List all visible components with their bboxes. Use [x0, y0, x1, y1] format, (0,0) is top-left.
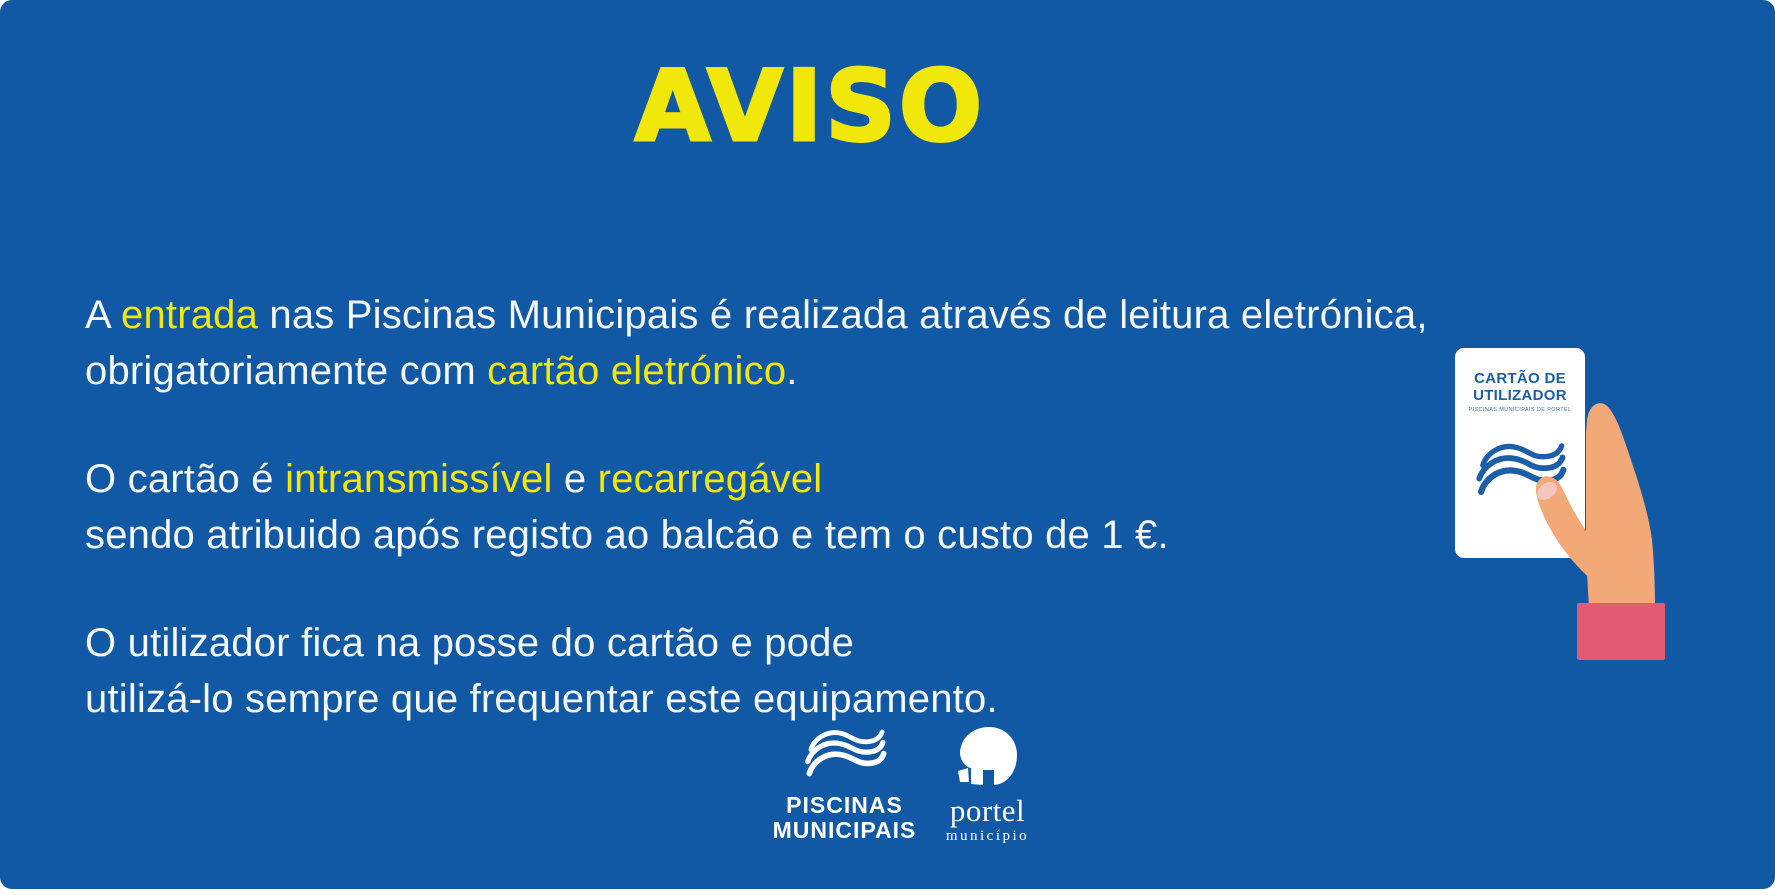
pools-logo-line2: MUNICIPAIS	[772, 817, 917, 843]
text-segment: O cartão é	[85, 457, 286, 501]
highlight-intransmissivel: intransmissível	[285, 457, 553, 501]
highlight-recarregavel: recarregável	[597, 457, 823, 501]
paragraph-entry-line2	[85, 343, 1428, 399]
text-segment: obrigatoriamente com	[85, 349, 488, 393]
municipality-label: município	[945, 828, 1030, 844]
text-segment: e	[552, 457, 598, 501]
user-card-illustration	[1440, 340, 1680, 670]
card-title-line1: CARTÃO DE	[1474, 370, 1566, 387]
text-segment: .	[786, 349, 798, 393]
card-title-line2: UTILIZADOR	[1473, 387, 1567, 404]
waves-icon	[797, 724, 892, 780]
castle-icon	[956, 724, 1020, 788]
card-subtitle: PISCINAS MUNICIPAIS DE PORTEL	[1468, 407, 1572, 413]
page-title: AVISO	[634, 50, 986, 164]
highlight-cartao-eletronico: cartão eletrónico	[487, 349, 787, 393]
thumb-illustration	[1440, 340, 1680, 670]
highlight-entrada: entrada	[121, 293, 259, 337]
pools-logo	[752, 724, 937, 843]
pools-logo-wordmark	[752, 793, 937, 843]
paragraph-entry-line1	[85, 287, 1428, 343]
paragraph-card-rules-line1	[85, 451, 1428, 507]
municipality-logo	[925, 724, 1050, 845]
paragraph-usage-line1: O utilizador fica na posse do cartão e pode	[85, 621, 855, 665]
pools-logo-line1: PISCINAS	[786, 792, 903, 818]
paragraph-card-rules-line2: sendo atribuido após registo ao balcão e tem o custo de 1 €.	[85, 513, 1169, 557]
paragraph-usage-line2: utilizá-lo sempre que frequentar este equipamento.	[85, 677, 998, 721]
text-segment: A	[85, 293, 121, 337]
notice-body	[85, 235, 1428, 779]
text-segment: nas Piscinas Municipais é realizada através de leitura eletrónica,	[258, 293, 1428, 337]
municipality-name: portel	[949, 793, 1026, 828]
